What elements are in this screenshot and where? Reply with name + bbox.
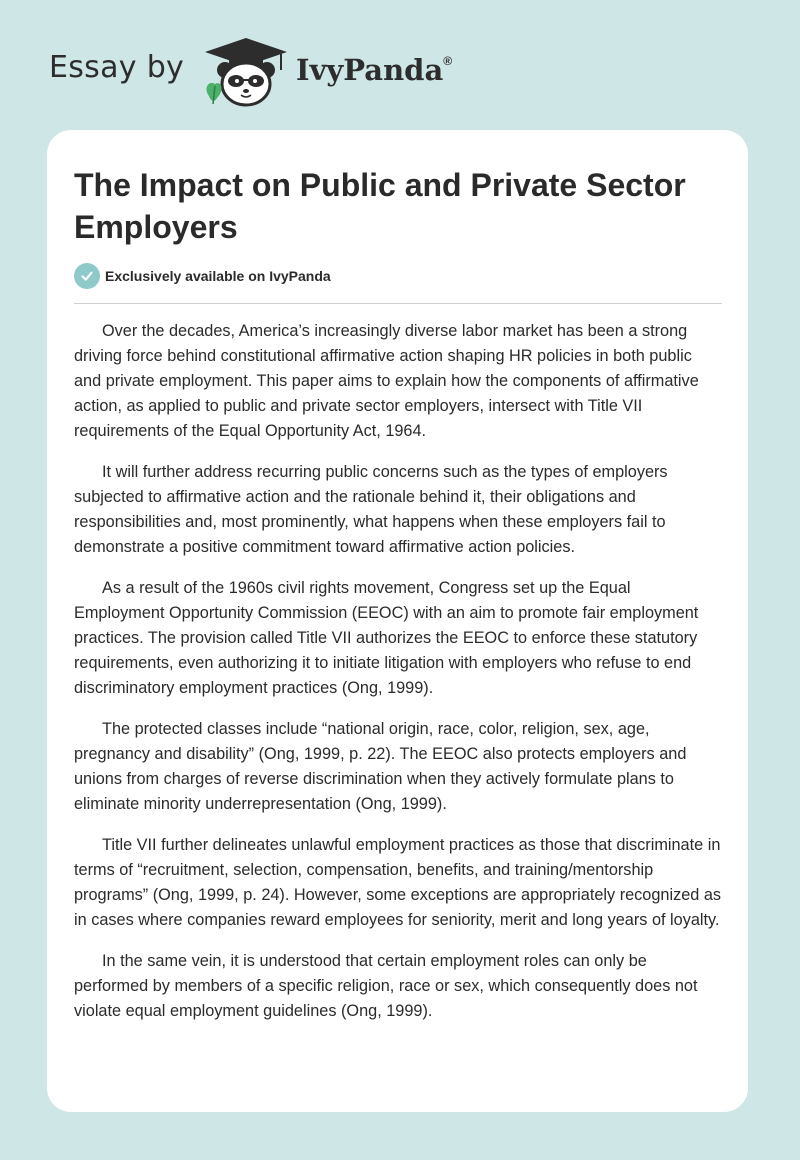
registered-mark: ® bbox=[443, 54, 453, 69]
check-icon bbox=[74, 263, 100, 289]
paragraph: The protected classes include “national origin, race, color, religion, sex, age, pregnancy and disability” (Ong, 1999, p. 22). The EEOC also protects employers and unions from charges of reverse discrimination when they actively formulate plans to eliminate minority underrepresentation (Ong, 1999). bbox=[74, 720, 687, 813]
brand-name[interactable]: IvyPanda® bbox=[296, 53, 453, 87]
divider bbox=[74, 303, 722, 304]
site-header bbox=[0, 0, 800, 120]
paragraph: Over the decades, America’s increasingly diverse labor market has been a strong driving force behind constitutional affirmative action shaping HR policies in both public and private employment. This paper aims to explain how the components of affirmative action, as applied to public and private sector employers, intersect with Title VII requirements of the Equal Opportunity Act, 1964. bbox=[74, 322, 699, 440]
essay-card bbox=[47, 130, 748, 1112]
ivy-leaf-icon bbox=[207, 83, 222, 104]
exclusive-badge-label: Exclusively available on IvyPanda bbox=[105, 268, 331, 284]
paragraph: As a result of the 1960s civil rights movement, Congress set up the Equal Employment Opportunity Commission (EEOC) with an aim to promote fair employment practices. The provision called Title VII authorizes the EEOC to enforce these statutory requirements, even authorizing it to initiate litigation with employers who refuse to end discriminatory employment practices (Ong, 1999). bbox=[74, 579, 699, 697]
exclusive-badge bbox=[74, 263, 331, 289]
paragraph: Title VII further delineates unlawful employment practices as those that discriminate in terms of “recruitment, selection, compensation, benefits, and training/mentorship programs” (Ong, 1999, p. 24). However, some exceptions are appropriately recognized as in cases where companies reward employees for seniority, merit and long years of loyalty. bbox=[74, 836, 722, 929]
panda-graduate-icon[interactable] bbox=[203, 36, 289, 108]
paragraph: In the same vein, it is understood that certain employment roles can only be performed by members of a specific religion, race or sex, which consequently does not violate equal employment guidelines (Ong, 1999). bbox=[74, 952, 698, 1020]
essay-body bbox=[74, 319, 722, 1040]
essay-by-label: Essay by bbox=[49, 50, 185, 85]
page-title: The Impact on Public and Private Sector Employers bbox=[74, 167, 686, 245]
paragraph: It will further address recurring public concerns such as the types of employers subjected to affirmative action and the rationale behind it, their obligations and responsibilities and, most prominently, what happens when these employers fail to demonstrate a positive commitment toward affirmative action policies. bbox=[74, 463, 668, 556]
